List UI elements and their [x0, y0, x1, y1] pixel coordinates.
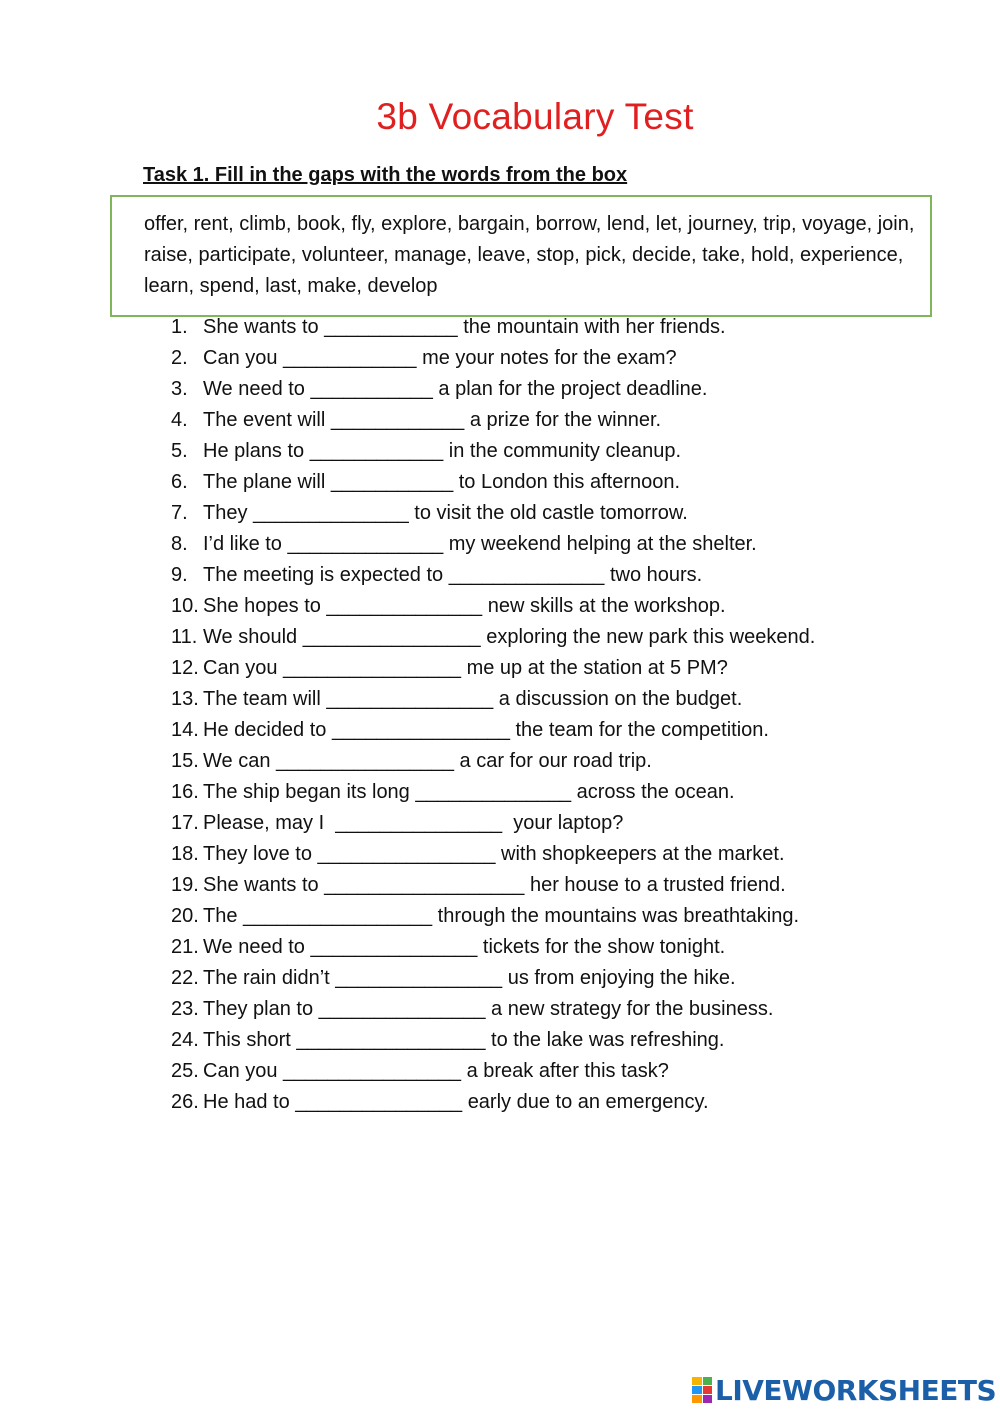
question-number: 23. [171, 998, 199, 1020]
question-text: She wants to __________________ her house to a trusted friend. [203, 874, 786, 896]
question-text: Please, may I _______________ your laptop? [203, 812, 624, 834]
logo-mark-square [692, 1395, 702, 1403]
question-item [171, 343, 815, 374]
question-text: We can ________________ a car for our road trip. [203, 750, 652, 772]
question-text: He had to _______________ early due to an emergency. [203, 1091, 709, 1113]
word-box: offer, rent, climb, book, fly, explore, bargain, borrow, lend, let, journey, trip, voyage, join, raise, participate, volunteer, manage, leave, stop, pick, decide, take, hold, experience, learn, spend, last, make, develop [110, 195, 932, 317]
question-item [171, 994, 815, 1025]
question-item [171, 405, 815, 436]
question-number: 17. [171, 812, 199, 834]
logo-mark-square [703, 1395, 713, 1403]
question-item [171, 653, 815, 684]
question-number: 1. [171, 316, 188, 338]
question-item [171, 622, 815, 653]
question-text: I’d like to ______________ my weekend helping at the shelter. [203, 533, 757, 555]
question-text: The plane will ___________ to London this afternoon. [203, 471, 681, 493]
question-text: Can you ________________ a break after this task? [203, 1060, 669, 1082]
question-item [171, 808, 815, 839]
logo-mark-square [703, 1377, 713, 1385]
question-text: The _________________ through the mountains was breathtaking. [203, 905, 800, 927]
question-text: The rain didn’t _______________ us from enjoying the hike. [203, 967, 736, 989]
question-number: 3. [171, 378, 188, 400]
question-item [171, 715, 815, 746]
question-item [171, 777, 815, 808]
question-text: She hopes to ______________ new skills at the workshop. [203, 595, 726, 617]
question-text: They love to ________________ with shopkeepers at the market. [203, 843, 785, 865]
question-text: They ______________ to visit the old castle tomorrow. [203, 502, 688, 524]
question-item [171, 529, 815, 560]
question-text: She wants to ____________ the mountain with her friends. [203, 316, 726, 338]
question-number: 26. [171, 1091, 199, 1113]
question-text: Can you ____________ me your notes for the exam? [203, 347, 677, 369]
question-number: 9. [171, 564, 188, 586]
logo-mark-square [703, 1386, 713, 1394]
question-number: 25. [171, 1060, 199, 1082]
question-item [171, 839, 815, 870]
question-item [171, 374, 815, 405]
question-item [171, 591, 815, 622]
question-item [171, 684, 815, 715]
question-text: The event will ____________ a prize for the winner. [203, 409, 662, 431]
question-number: 14. [171, 719, 199, 741]
question-number: 12. [171, 657, 199, 679]
question-item [171, 901, 815, 932]
question-item [171, 1056, 815, 1087]
logo-mark-square [692, 1377, 702, 1385]
question-number: 5. [171, 440, 188, 462]
question-number: 22. [171, 967, 199, 989]
logo-mark-square [692, 1386, 702, 1394]
question-text: The ship began its long ______________ across the ocean. [203, 781, 735, 803]
question-item [171, 560, 815, 591]
question-text: This short _________________ to the lake was refreshing. [203, 1029, 725, 1051]
question-item [171, 746, 815, 777]
question-item [171, 870, 815, 901]
question-number: 15. [171, 750, 199, 772]
question-text: Can you ________________ me up at the station at 5 PM? [203, 657, 728, 679]
question-number: 10. [171, 595, 199, 617]
question-number: 6. [171, 471, 188, 493]
question-text: They plan to _______________ a new strategy for the business. [203, 998, 774, 1020]
question-text: We need to _______________ tickets for the show tonight. [203, 936, 726, 958]
question-text: We need to ___________ a plan for the project deadline. [203, 378, 708, 400]
question-item [171, 436, 815, 467]
question-item [171, 467, 815, 498]
question-number: 18. [171, 843, 199, 865]
question-list [171, 312, 815, 1118]
question-item [171, 932, 815, 963]
task-1-heading: Task 1. Fill in the gaps with the words from the box [143, 164, 628, 186]
question-number: 19. [171, 874, 199, 896]
question-number: 2. [171, 347, 188, 369]
question-number: 21. [171, 936, 199, 958]
question-text: We should ________________ exploring the new park this weekend. [203, 626, 816, 648]
question-text: He decided to ________________ the team for the competition. [203, 719, 769, 741]
question-number: 20. [171, 905, 199, 927]
question-item [171, 498, 815, 529]
question-item [171, 312, 815, 343]
question-text: The meeting is expected to ______________ two hours. [203, 564, 703, 586]
liveworksheets-logo [692, 1374, 996, 1406]
question-item [171, 1025, 815, 1056]
page-title: 3b Vocabulary Test [376, 96, 694, 137]
question-number: 13. [171, 688, 199, 710]
question-text: He plans to ____________ in the community cleanup. [203, 440, 682, 462]
question-number: 8. [171, 533, 188, 555]
question-number: 16. [171, 781, 199, 803]
question-text: The team will _______________ a discussion on the budget. [203, 688, 743, 710]
question-item [171, 963, 815, 994]
question-number: 24. [171, 1029, 199, 1051]
question-number: 7. [171, 502, 188, 524]
logo-text: LIVEWORKSHEETS [715, 1373, 997, 1407]
question-item [171, 1087, 815, 1118]
question-number: 4. [171, 409, 188, 431]
question-number: 11. [171, 626, 198, 648]
liveworksheets-logo-icon [692, 1377, 712, 1403]
